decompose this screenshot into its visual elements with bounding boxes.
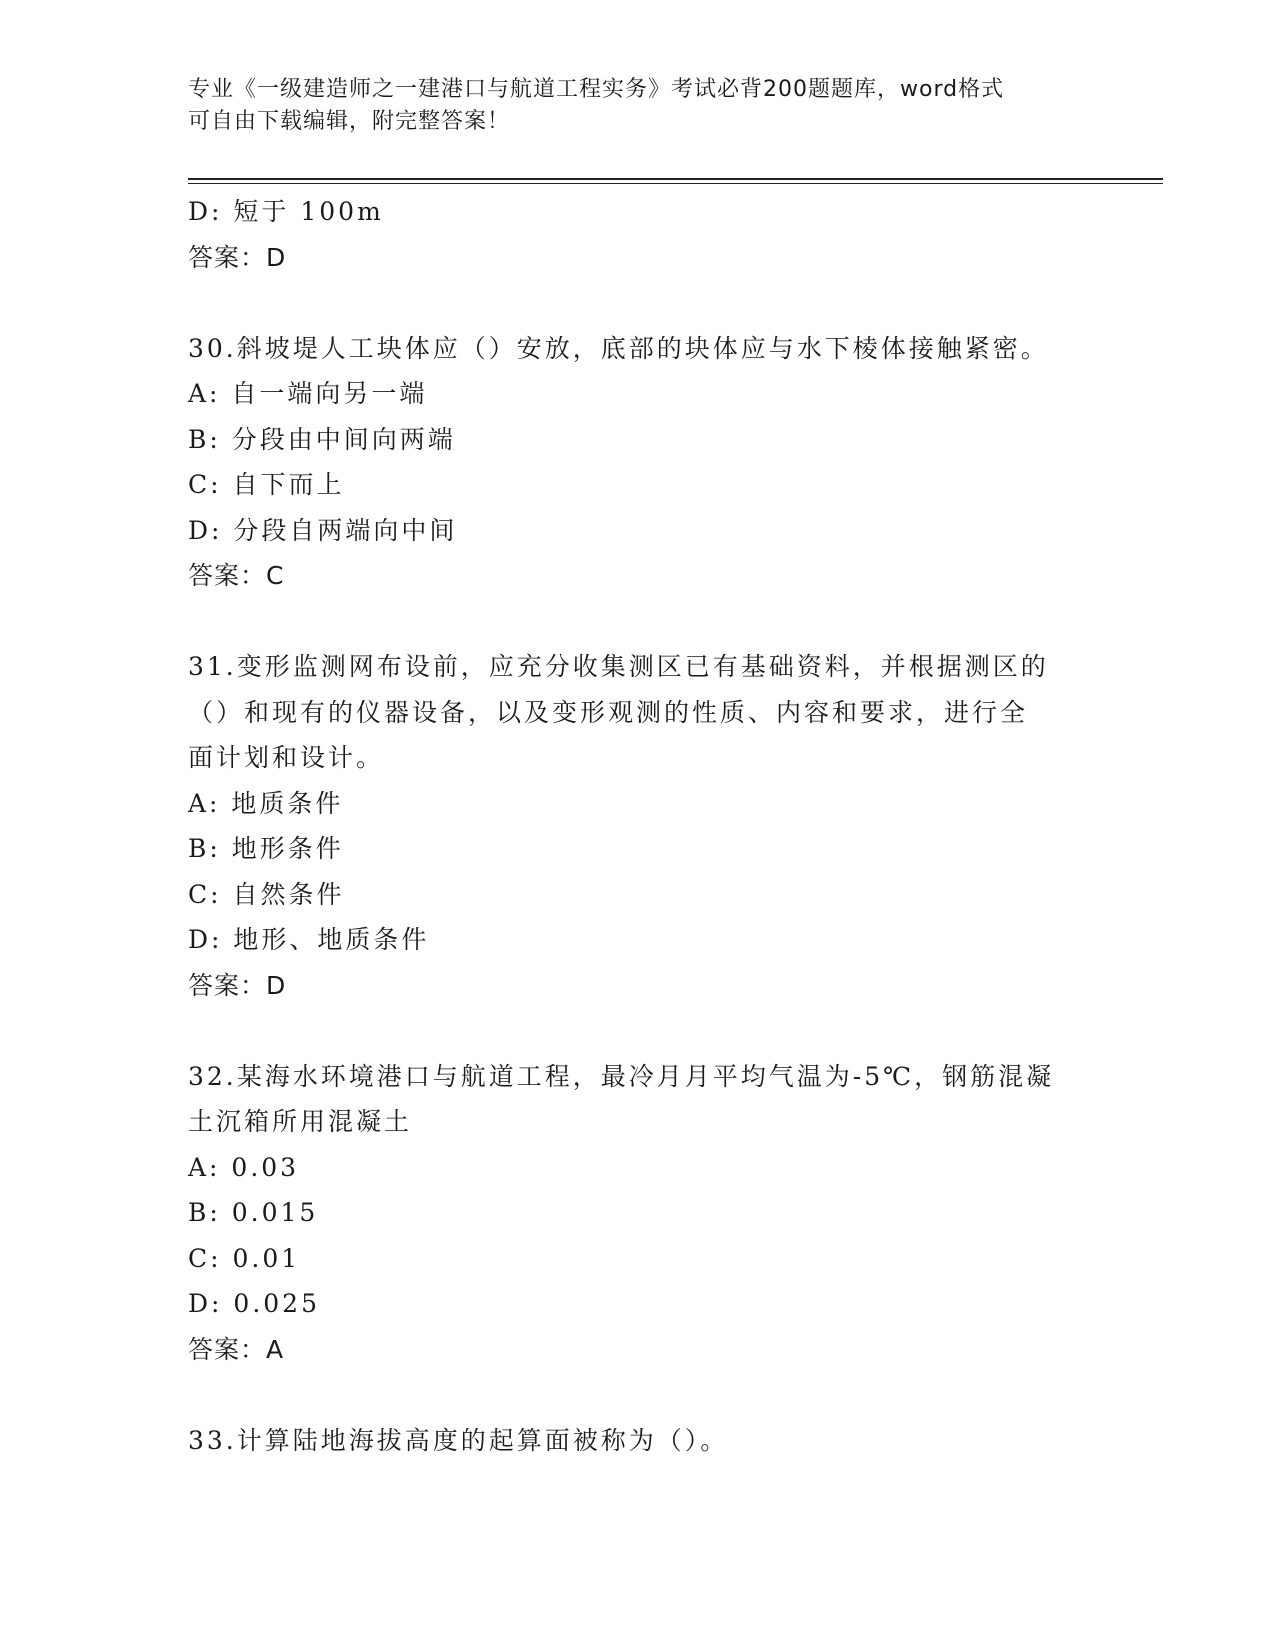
header-line-1: 专业《一级建造师之一建港口与航道工程实务》考试必背200题题库，word格式 [188,77,1005,102]
question-stem-line: 31.变形监测网布设前，应充分收集测区已有基础资料，并根据测区的 [188,652,1049,681]
question-32 [188,1054,1088,1373]
option-b: B: 地形条件 [188,834,344,863]
answer: 答案：D [188,242,287,272]
option-c: C: 0.01 [188,1243,301,1273]
option-b: B: 分段由中间向两端 [188,424,456,454]
document-body [188,189,1088,1463]
option-c: C: 自下而上 [188,470,345,499]
question-33 [188,1418,1088,1464]
option-d: D: 地形、地质条件 [188,925,430,954]
answer: 答案：D [188,970,287,1000]
option-a: A: 自一端向另一端 [188,379,428,408]
option-b: B: 0.015 [188,1198,319,1227]
question-stem: 33.计算陆地海拔高度的起算面被称为（）。 [188,1425,729,1455]
question-stem-line: 土沉箱所用混凝土 [188,1107,413,1136]
option-a: A: 地质条件 [188,788,344,818]
option-a: A: 0.03 [188,1152,300,1182]
option-d: D: 0.025 [188,1289,320,1318]
option-c: C: 自然条件 [188,879,345,909]
prev-question [188,189,1088,280]
question-stem: 30.斜坡堤人工块体应（）安放，底部的块体应与水下棱体接触紧密。 [188,333,1049,363]
question-30 [188,326,1088,599]
option-d: D: 短于 100m [188,197,384,226]
question-31 [188,644,1088,1008]
option-d: D: 分段自两端向中间 [188,515,458,545]
answer: 答案：A [188,1334,285,1364]
answer: 答案：C [188,561,285,590]
header-rule-thin [188,183,1163,184]
question-stem-line: 面计划和设计。 [188,743,385,772]
header-line-2: 可自由下载编辑，附完整答案！ [188,109,511,134]
question-stem-line: （）和现有的仪器设备，以及变形观测的性质、内容和要求，进行全 [188,697,1029,727]
page-header [188,74,1068,138]
question-stem-line: 32.某海水环境港口与航道工程，最冷月月平均气温为-5℃，钢筋混凝 [188,1061,1055,1091]
header-rule [188,178,1163,180]
